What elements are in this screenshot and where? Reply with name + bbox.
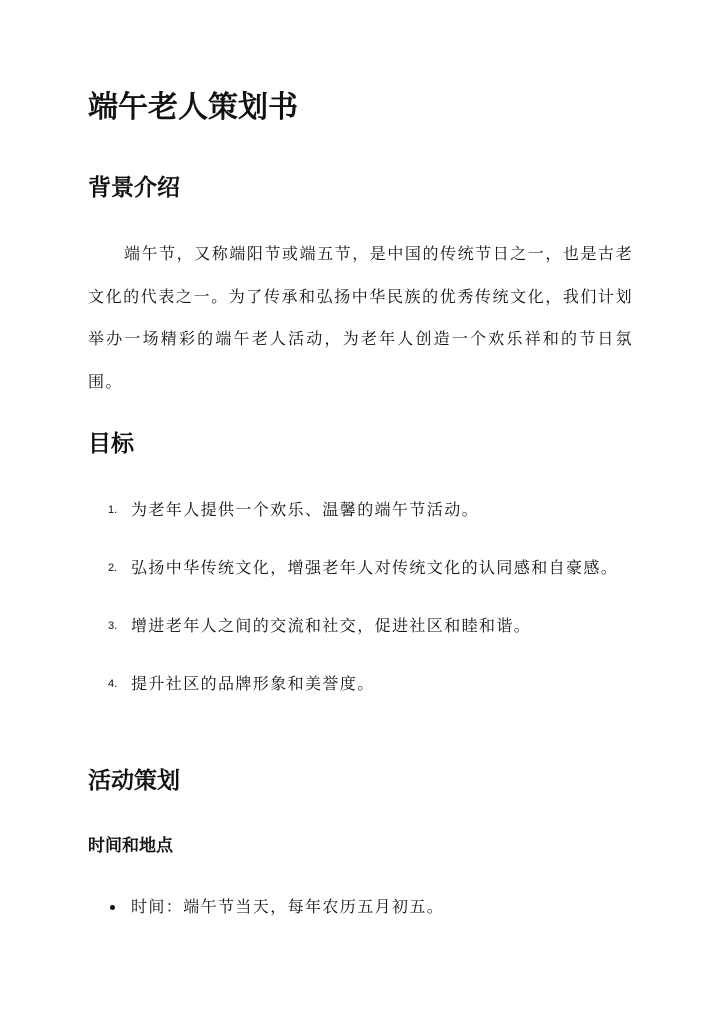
list-number: 3. [108, 620, 118, 632]
section-heading-planning: 活动策划 [88, 767, 180, 794]
goals-list-item [88, 665, 633, 703]
list-item-text: 提升社区的品牌形象和美誉度。 [131, 674, 375, 693]
goals-list [88, 491, 633, 723]
background-paragraph: 端午节，又称端阳节或端五节，是中国的传统节日之一，也是古老文化的代表之一。为了传承和弘扬中华民族的优秀传统文化，我们计划举办一场精彩的端午老人活动，为老年人创造一个欢乐祥和的节日氛围。 [88, 244, 633, 391]
subsection-heading-time-place: 时间和地点 [88, 836, 173, 856]
document-title: 端午老人策划书 [88, 90, 298, 125]
section-heading-goals: 目标 [88, 430, 134, 457]
list-item-text: 为老年人提供一个欢乐、温馨的端午节活动。 [131, 500, 480, 519]
time-place-list [88, 888, 633, 926]
section-heading-background: 背景介绍 [88, 174, 180, 201]
goals-list-item [88, 607, 633, 645]
list-item-text: 增进老年人之间的交流和社交，促进社区和睦和谐。 [131, 616, 532, 635]
bullet-dot [110, 905, 115, 910]
goals-list-item [88, 491, 633, 529]
list-item-text: 时间：端午节当天，每年农历五月初五。 [131, 897, 445, 916]
list-item-text: 弘扬中华传统文化，增强老年人对传统文化的认同感和自豪感。 [131, 558, 619, 577]
list-number: 2. [108, 562, 118, 574]
time-place-list-item [88, 888, 633, 926]
list-number: 4. [108, 678, 118, 690]
goals-list-item [88, 549, 633, 587]
list-number: 1. [108, 504, 118, 516]
